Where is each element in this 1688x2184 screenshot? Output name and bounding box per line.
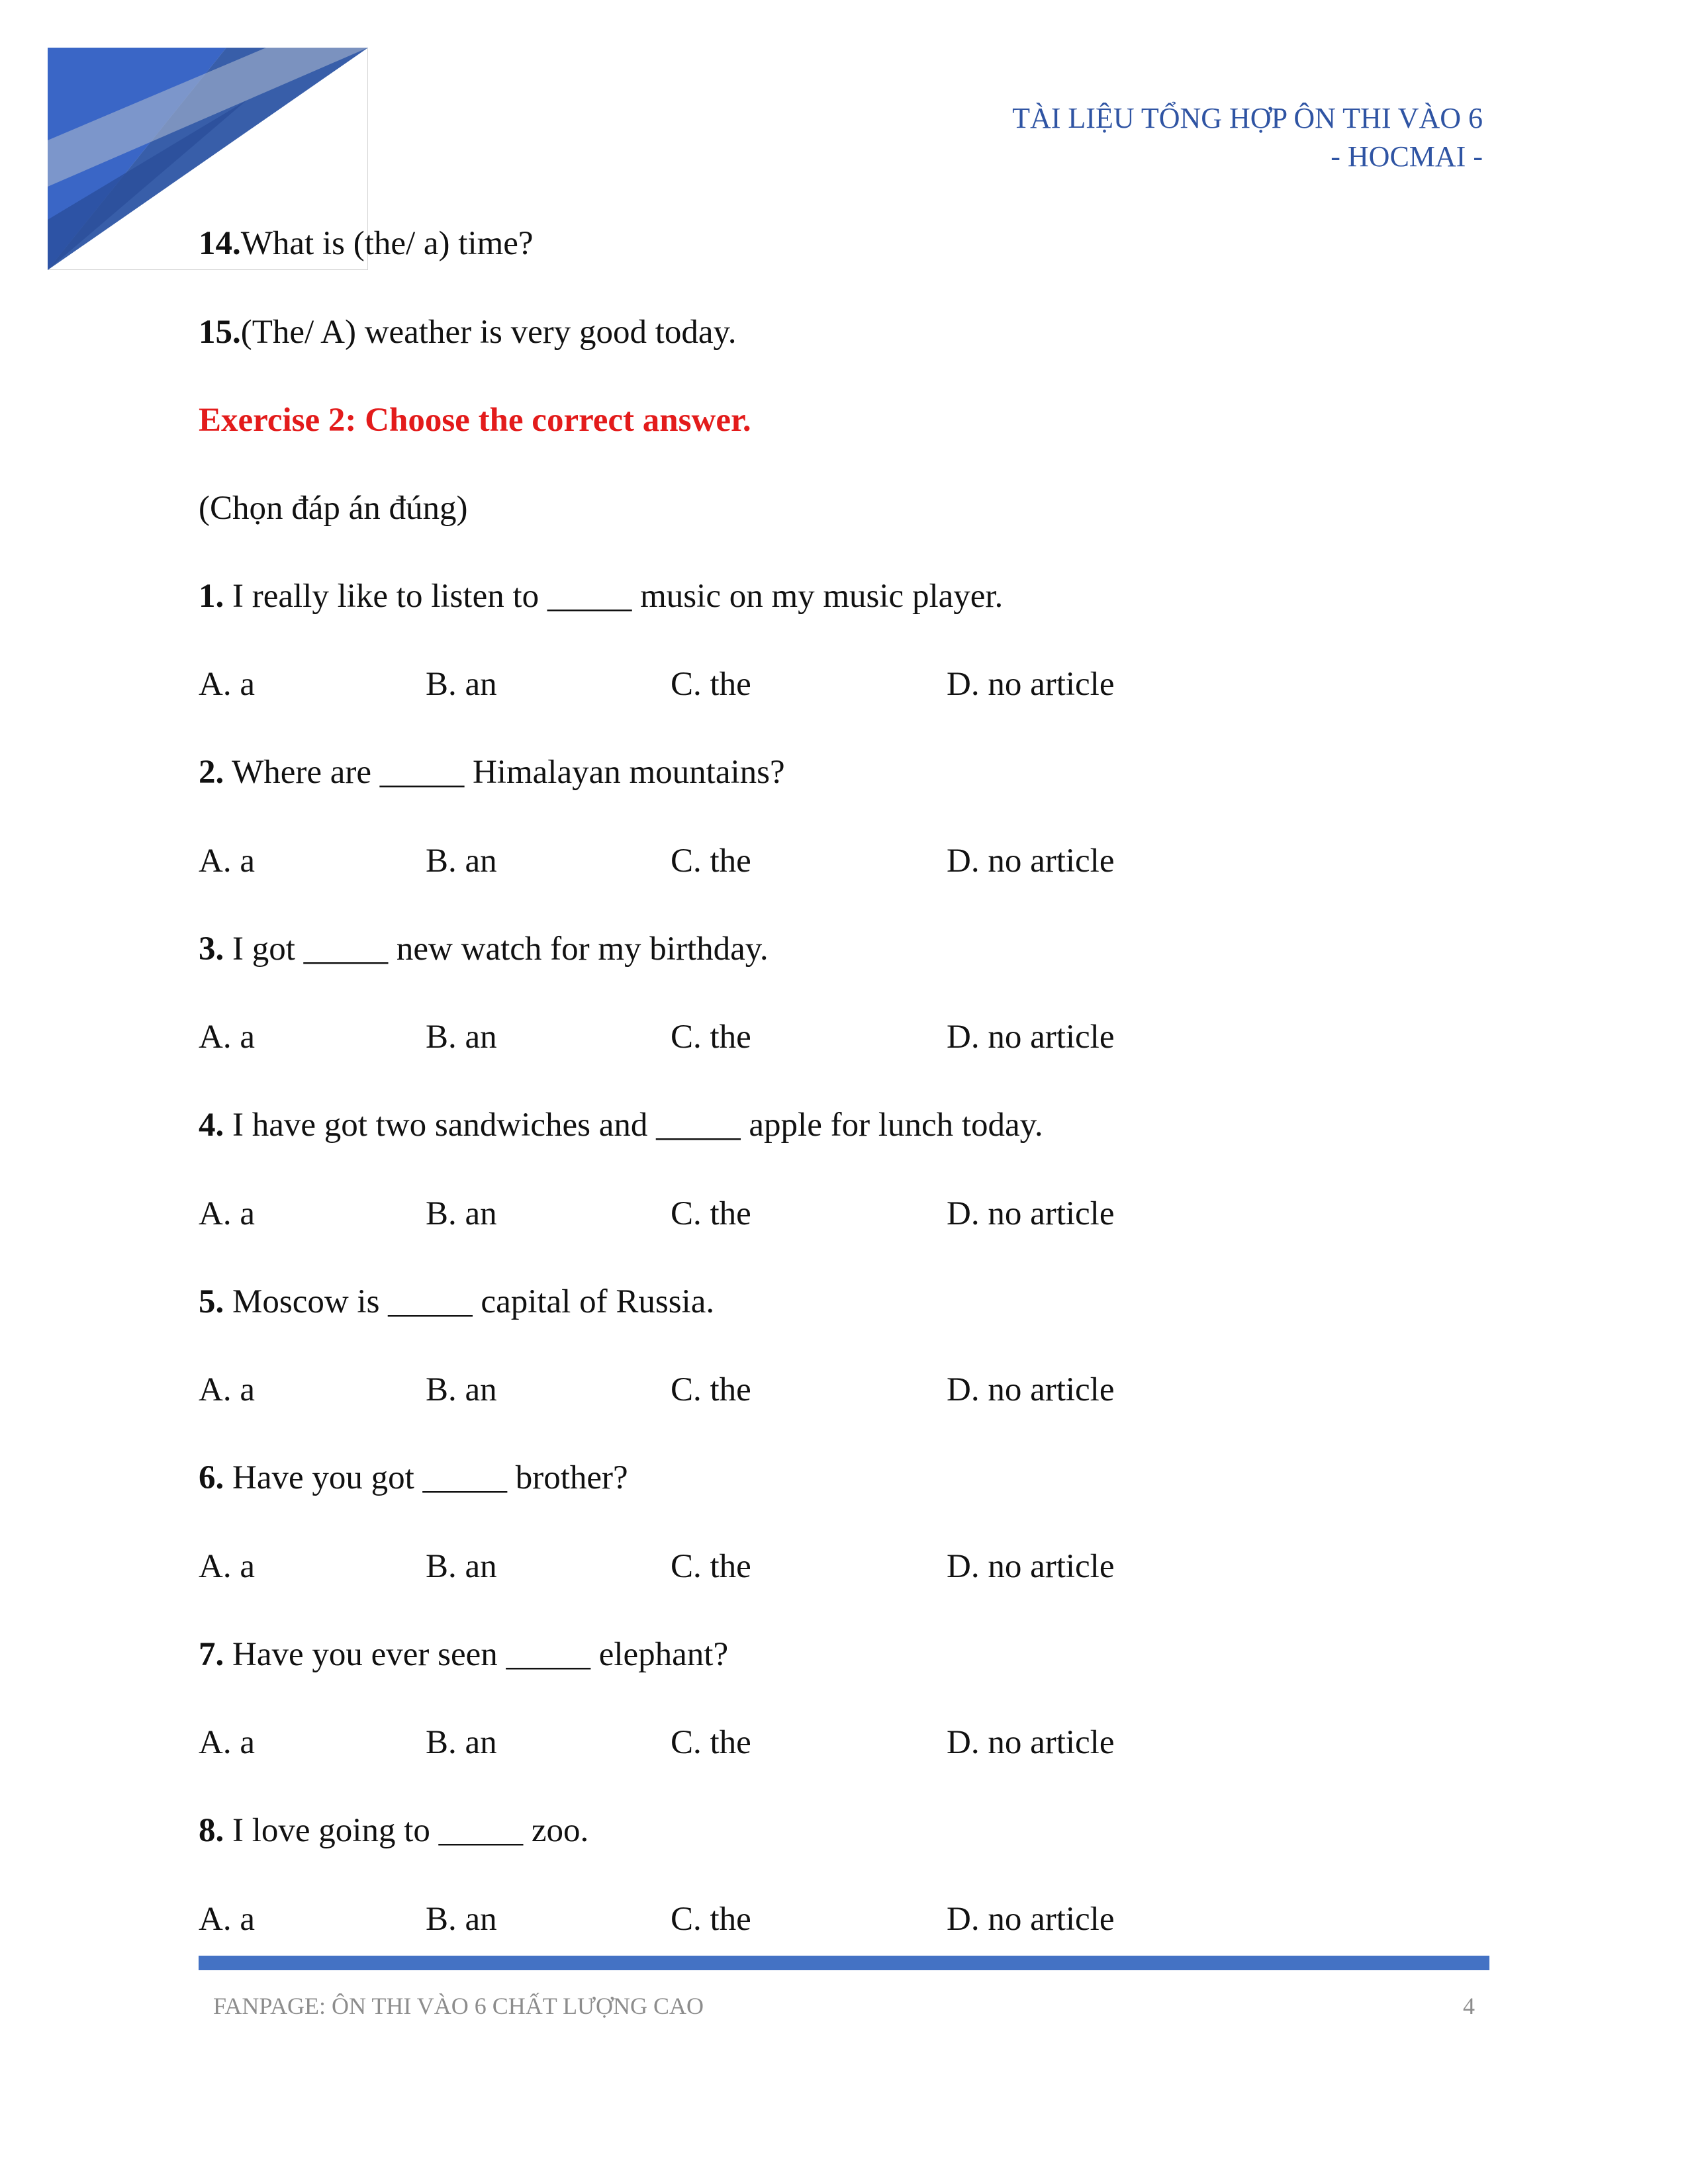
question-text: Have you ever seen _____ elephant? (224, 1636, 729, 1673)
option-b: B. an (426, 1371, 497, 1408)
option-a: A. a (199, 842, 255, 880)
page-footer (213, 1991, 1475, 2021)
option-d: D. no article (947, 1724, 1115, 1761)
question-8 (199, 1811, 588, 1850)
option-a: A. a (199, 1548, 255, 1585)
question-number: 1. (199, 578, 224, 615)
option-b: B. an (426, 842, 497, 880)
question-number: 8. (199, 1812, 224, 1849)
option-a: A. a (199, 1371, 255, 1408)
option-d: D. no article (947, 1371, 1115, 1408)
question-number: 7. (199, 1636, 224, 1673)
options-row (199, 1547, 1489, 1586)
exercise-subtitle: (Chọn đáp án đúng) (199, 490, 468, 527)
option-c: C. the (671, 1371, 751, 1408)
question-number: 14. (199, 225, 241, 262)
options-row (199, 1723, 1489, 1762)
document-header (1012, 99, 1483, 176)
question-text: Have you got _____ brother? (224, 1459, 628, 1496)
question-number: 3. (199, 931, 224, 968)
option-d: D. no article (947, 1195, 1115, 1232)
question-text: I really like to listen to _____ music on my music player. (224, 578, 1004, 615)
question-1 (199, 576, 1003, 616)
option-c: C. the (671, 1019, 751, 1056)
question-text: I have got two sandwiches and _____ apple for lunch today. (224, 1107, 1043, 1144)
header-subtitle: - HOCMAI - (1331, 140, 1483, 173)
option-c: C. the (671, 666, 751, 703)
page-number: 4 (1463, 1993, 1475, 2019)
option-a: A. a (199, 666, 255, 703)
question-15 (199, 312, 736, 352)
question-number: 5. (199, 1283, 224, 1320)
footer-divider (199, 1956, 1489, 1970)
option-d: D. no article (947, 1548, 1115, 1585)
options-row (199, 1370, 1489, 1410)
question-text: Moscow is _____ capital of Russia. (224, 1283, 715, 1320)
question-2 (199, 752, 785, 792)
option-c: C. the (671, 842, 751, 880)
options-row (199, 1899, 1489, 1939)
option-d: D. no article (947, 666, 1115, 703)
question-3 (199, 929, 769, 969)
question-number: 15. (199, 314, 241, 351)
option-c: C. the (671, 1548, 751, 1585)
option-b: B. an (426, 1019, 497, 1056)
question-14 (199, 224, 534, 263)
exercise-title: Exercise 2: Choose the correct answer. (199, 402, 751, 439)
question-4 (199, 1105, 1043, 1145)
option-b: B. an (426, 1724, 497, 1761)
option-a: A. a (199, 1724, 255, 1761)
question-text: (The/ A) weather is very good today. (240, 314, 737, 351)
option-d: D. no article (947, 1901, 1115, 1938)
question-number: 6. (199, 1459, 224, 1496)
footer-fanpage: FANPAGE: ÔN THI VÀO 6 CHẤT LƯỢNG CAO (213, 1993, 704, 2019)
question-text: What is (the/ a) time? (240, 225, 534, 262)
option-b: B. an (426, 1901, 497, 1938)
option-c: C. the (671, 1724, 751, 1761)
options-row (199, 664, 1489, 704)
question-6 (199, 1458, 628, 1498)
option-a: A. a (199, 1019, 255, 1056)
question-text: Where are _____ Himalayan mountains? (224, 754, 785, 791)
option-a: A. a (199, 1901, 255, 1938)
options-row (199, 1017, 1489, 1057)
option-b: B. an (426, 1548, 497, 1585)
question-5 (199, 1282, 714, 1322)
options-row (199, 1194, 1489, 1234)
question-number: 2. (199, 754, 224, 791)
option-b: B. an (426, 666, 497, 703)
option-c: C. the (671, 1901, 751, 1938)
option-d: D. no article (947, 842, 1115, 880)
option-c: C. the (671, 1195, 751, 1232)
option-d: D. no article (947, 1019, 1115, 1056)
question-7 (199, 1635, 728, 1674)
header-title: TÀI LIỆU TỔNG HỢP ÔN THI VÀO 6 (1012, 102, 1483, 134)
option-b: B. an (426, 1195, 497, 1232)
question-text: I got _____ new watch for my birthday. (224, 931, 769, 968)
question-text: I love going to _____ zoo. (224, 1812, 589, 1849)
question-number: 4. (199, 1107, 224, 1144)
option-a: A. a (199, 1195, 255, 1232)
options-row (199, 841, 1489, 881)
